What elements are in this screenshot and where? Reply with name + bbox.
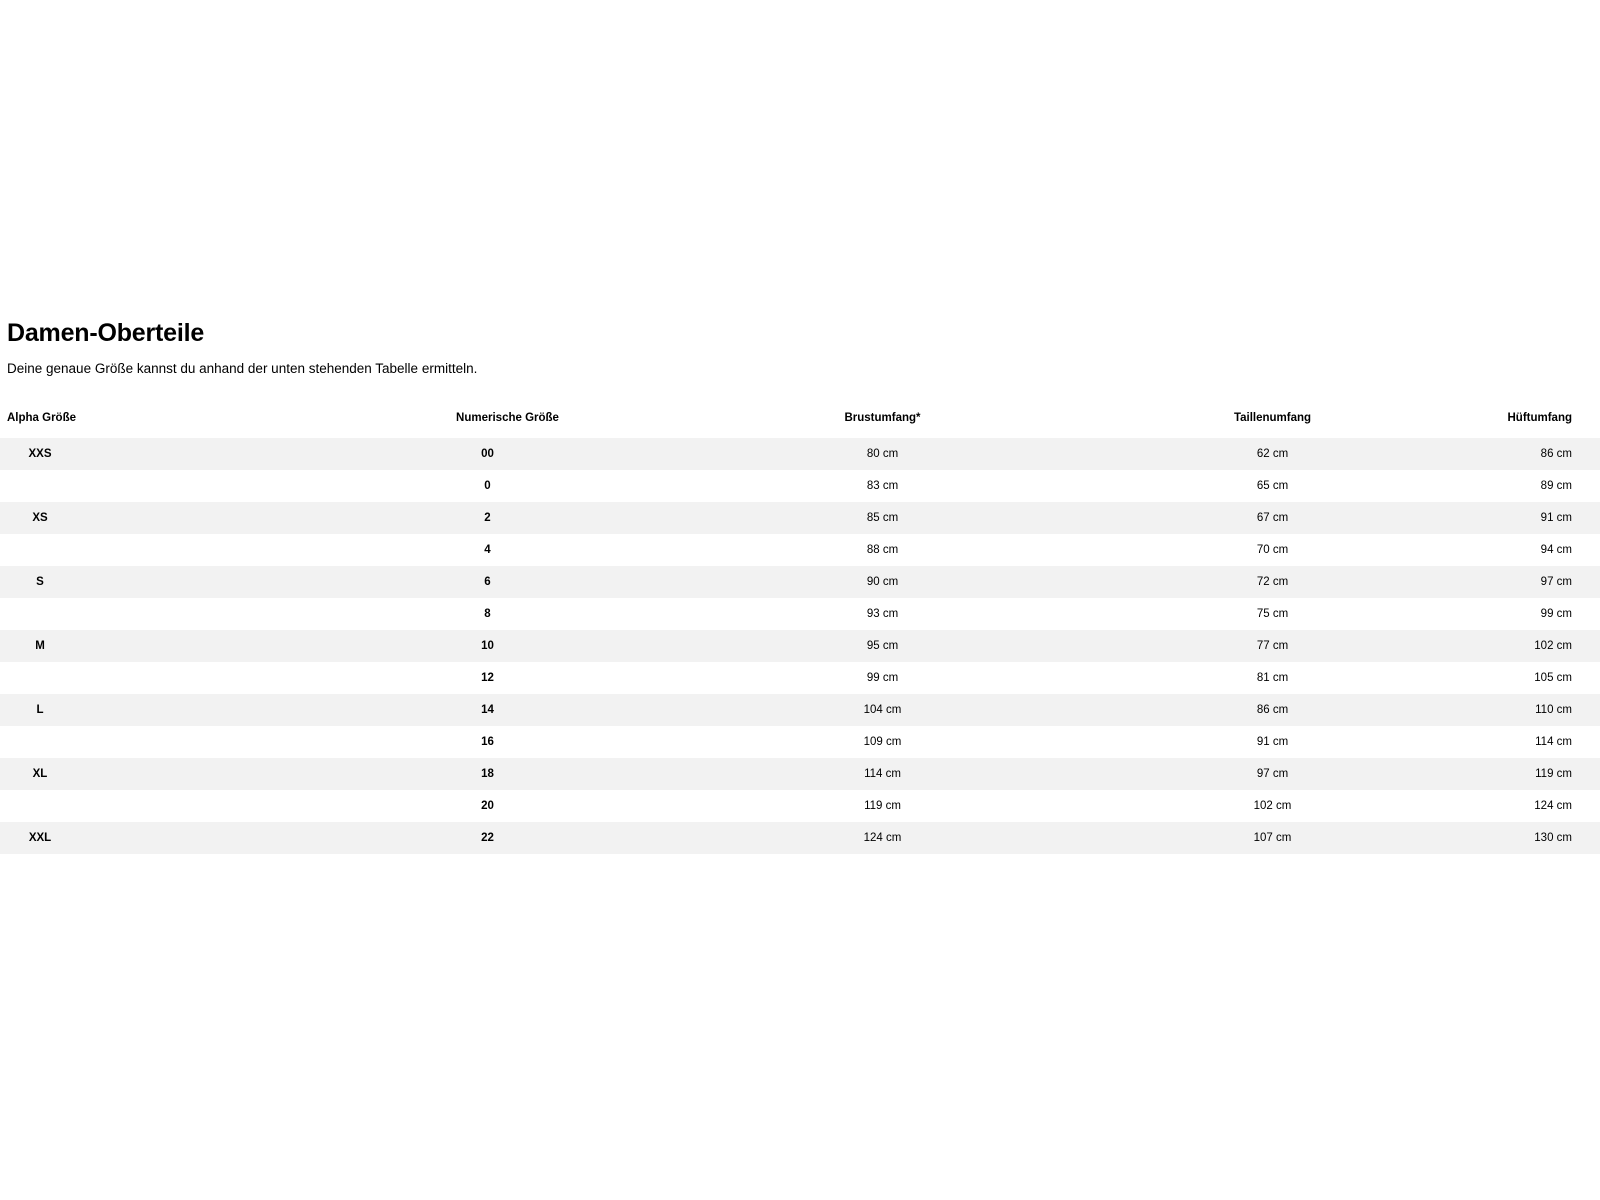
- cell-numeric-size: 4: [484, 543, 491, 556]
- cell-alpha-size: S: [36, 575, 44, 588]
- cell-hip: 91 cm: [1540, 511, 1572, 524]
- table-row: [0, 694, 1600, 726]
- cell-chest: 83 cm: [866, 479, 899, 492]
- table-row: [0, 598, 1600, 630]
- table-row: [0, 534, 1600, 566]
- cell-waist: 72 cm: [1256, 575, 1289, 588]
- table-row: [0, 566, 1600, 598]
- size-guide-content: [0, 318, 1600, 854]
- column-header-numeric-size: Numerische Größe: [456, 411, 559, 424]
- cell-numeric-size: 18: [481, 767, 494, 780]
- cell-alpha-size: [0, 726, 330, 758]
- cell-numeric-size: 2: [484, 511, 491, 524]
- cell-chest: 104 cm: [863, 703, 902, 716]
- cell-hip: 94 cm: [1540, 543, 1572, 556]
- cell-waist: 102 cm: [1253, 799, 1292, 812]
- table-row: [0, 470, 1600, 502]
- cell-chest: 95 cm: [866, 639, 899, 652]
- cell-hip: 86 cm: [1540, 447, 1572, 460]
- table-row: [0, 822, 1600, 854]
- cell-chest: 88 cm: [866, 543, 899, 556]
- cell-alpha-size: XS: [32, 511, 48, 524]
- cell-chest: 93 cm: [866, 607, 899, 620]
- cell-chest: 109 cm: [863, 735, 902, 748]
- cell-hip: 105 cm: [1534, 671, 1572, 684]
- cell-waist: 67 cm: [1256, 511, 1289, 524]
- cell-chest: 119 cm: [864, 799, 901, 812]
- table-body: [0, 438, 1600, 854]
- cell-hip: 130 cm: [1534, 831, 1572, 844]
- cell-numeric-size: 10: [481, 639, 494, 652]
- cell-numeric-size: 14: [481, 703, 494, 716]
- cell-chest: 99 cm: [866, 671, 899, 684]
- cell-numeric-size: 00: [481, 447, 494, 460]
- table-row: [0, 726, 1600, 758]
- cell-hip: 110 cm: [1535, 703, 1572, 716]
- cell-waist: 81 cm: [1256, 671, 1289, 684]
- cell-alpha-size: [0, 662, 330, 694]
- cell-numeric-size: 20: [481, 799, 494, 812]
- page-subtitle: Deine genaue Größe kannst du anhand der unten stehenden Tabelle ermitteln.: [7, 361, 478, 376]
- cell-numeric-size: 0: [484, 479, 491, 492]
- column-header-waist: Taillenumfang: [1233, 411, 1312, 424]
- cell-waist: 86 cm: [1256, 703, 1289, 716]
- cell-hip: 124 cm: [1534, 799, 1572, 812]
- table-row: [0, 630, 1600, 662]
- table-row: [0, 758, 1600, 790]
- cell-waist: 70 cm: [1256, 543, 1289, 556]
- cell-waist: 65 cm: [1256, 479, 1289, 492]
- cell-numeric-size: 6: [484, 575, 491, 588]
- cell-waist: 97 cm: [1256, 767, 1289, 780]
- column-header-chest: Brustumfang*: [844, 411, 921, 424]
- cell-hip: 97 cm: [1540, 575, 1572, 588]
- size-chart-table: [0, 412, 1600, 854]
- column-header-alpha-size: Alpha Größe: [7, 411, 77, 424]
- cell-chest: 90 cm: [866, 575, 899, 588]
- cell-alpha-size: XXL: [28, 831, 52, 844]
- cell-hip: 102 cm: [1534, 639, 1572, 652]
- cell-numeric-size: 12: [481, 671, 494, 684]
- cell-hip: 89 cm: [1540, 479, 1572, 492]
- table-header-row: [0, 412, 1600, 438]
- page-title: Damen-Oberteile: [7, 319, 205, 347]
- cell-alpha-size: XL: [32, 767, 48, 780]
- cell-numeric-size: 8: [484, 607, 491, 620]
- table-row: [0, 502, 1600, 534]
- cell-chest: 85 cm: [866, 511, 899, 524]
- cell-hip: 99 cm: [1540, 607, 1572, 620]
- cell-alpha-size: [0, 470, 330, 502]
- table-row: [0, 438, 1600, 470]
- table-row: [0, 790, 1600, 822]
- cell-waist: 77 cm: [1256, 639, 1289, 652]
- cell-waist: 107 cm: [1253, 831, 1292, 844]
- cell-chest: 114 cm: [864, 767, 901, 780]
- cell-numeric-size: 22: [481, 831, 494, 844]
- cell-alpha-size: M: [35, 639, 45, 652]
- column-header-hip: Hüftumfang: [1507, 411, 1572, 424]
- cell-alpha-size: XXS: [28, 447, 52, 460]
- cell-waist: 62 cm: [1256, 447, 1289, 460]
- table-row: [0, 662, 1600, 694]
- cell-waist: 91 cm: [1256, 735, 1289, 748]
- cell-waist: 75 cm: [1256, 607, 1289, 620]
- cell-chest: 124 cm: [863, 831, 902, 844]
- cell-hip: 119 cm: [1535, 767, 1572, 780]
- cell-alpha-size: [0, 790, 330, 822]
- cell-alpha-size: L: [36, 703, 44, 716]
- cell-hip: 114 cm: [1535, 735, 1572, 748]
- cell-numeric-size: 16: [481, 735, 494, 748]
- table-header: [0, 412, 1600, 438]
- cell-alpha-size: [0, 534, 330, 566]
- cell-alpha-size: [0, 598, 330, 630]
- cell-chest: 80 cm: [866, 447, 899, 460]
